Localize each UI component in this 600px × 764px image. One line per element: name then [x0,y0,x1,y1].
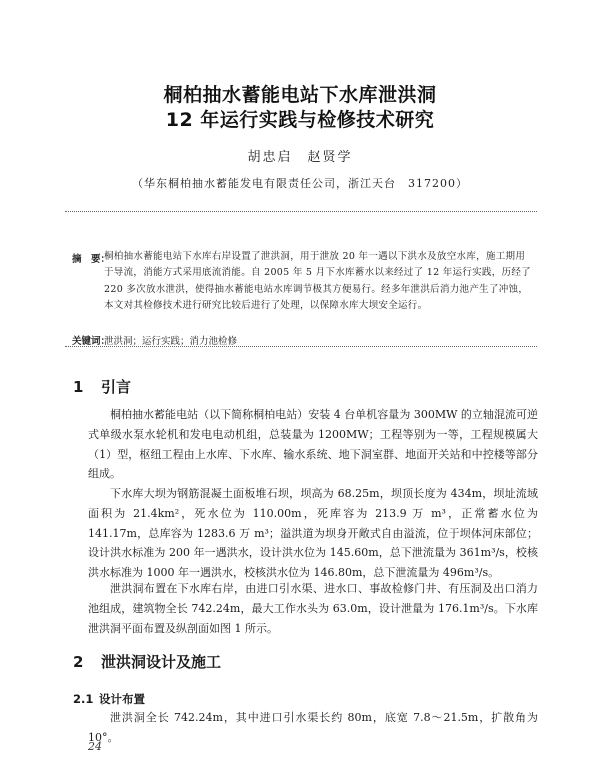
keywords-text: 泄洪洞；运行实践；消力池检修 [104,336,238,347]
abstract-label: 摘 要： [72,254,111,265]
paper-title-line-1: 桐柏抽水蓄能电站下水库泄洪洞 [163,84,437,106]
section-1-heading [73,376,131,397]
affiliation: （华东桐柏抽水蓄能发电有限责任公司，浙江天台 317200） [132,177,468,190]
section-2-1-number: 2.1 [73,692,94,706]
section-1-number: 1 [73,378,84,396]
authors: 胡忠启 赵贤学 [247,150,353,165]
section-2-1-heading [73,691,145,707]
abstract-top-rule [65,211,537,212]
keywords-label: 关键词： [72,336,111,347]
section-2-1-title: 设计布置 [99,692,145,706]
section-1-paragraph-1: 桐柏抽水蓄能电站（以下简称桐柏电站）安装 4 台单机容量为 300MW 的立轴混流可逆式单级水泵水轮机和发电电动机组，总装量为 1200MW；工程等别为一等，工程规模属大（1）型，枢纽工程由上水库、下水库、输水系统、地下洞室群、地面开关站和中控楼等部分组成。 [88,408,538,481]
page-number: 24 [88,740,102,753]
abstract-bottom-rule [65,346,537,347]
section-1-paragraph-2: 下水库大坝为钢筋混凝土面板堆石坝，坝高为 68.25m，坝顶长度为 434m，坝址流域面积为 21.4km²，死水位为 110.00m，死库容为 213.9 万 m³，正常蓄水位为 141.17m，总库容为 1283.6 万 m³；溢洪道为坝身开敞式自由溢流，位于坝体河床部位；设计洪水标准为 200 年一遇洪水，设计洪水位为 145.60m，总下泄流量为 361m³/s，校核洪水标准为 1000 年一遇洪水，校核洪水位为 146.80m，总下泄流量为 496m³/s。 [88,487,538,580]
section-1-paragraph-3: 泄洪洞布置在下水库右岸，由进口引水渠、进水口、事故检修门井、有压洞及出口消力池组成，建筑物全长 742.24m，最大工作水头为 63.0m，设计泄量为 176.1m³/s。下水库泄洪洞平面布置及纵剖面如图 1 所示。 [88,582,538,635]
paper-title-line-2: 12 年运行实践与检修技术研究 [165,109,435,131]
section-2-heading [73,651,221,672]
abstract-text: 桐柏抽水蓄能电站下水库右岸设置了泄洪洞，用于泄放 20 年一遇以下洪水及放空水库，施工期用于导流，消能方式采用底流消能。自 2005 年 5 月下水库蓄水以来经过了 12 年运行实践，历经了 220 多次放水泄洪，使得抽水蓄能电站水库调节极其方便易行。经多年泄洪后消力池产生了冲蚀，本文对其检修技术进行研究比较后进行了处理，以保障水库大坝安全运行。 [104,251,531,311]
section-2-1-paragraph: 泄洪洞全长 742.24m，其中进口引水渠长约 80m，底宽 7.8～21.5m，扩散角为 10°。 [88,711,538,744]
section-2-number: 2 [73,653,84,671]
section-2-title: 泄洪洞设计及施工 [101,653,222,671]
section-1-title: 引言 [101,378,132,396]
